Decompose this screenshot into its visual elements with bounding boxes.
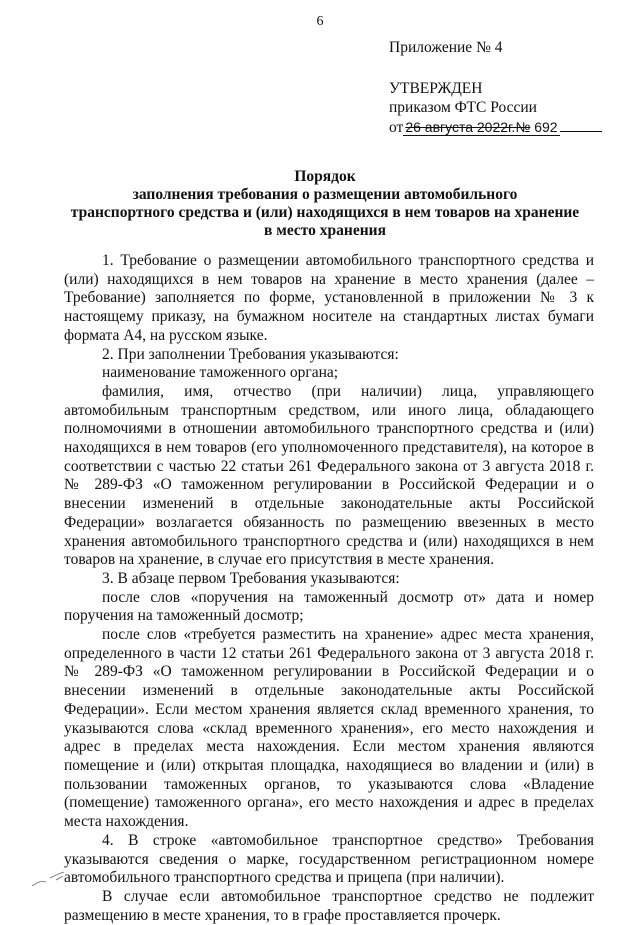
paragraph-4: фамилия, имя, отчество (при наличии) лица, управляющего автомобильным транспортным средством, или иного лица, обладающего полномочиями в отношении автомобильного транспортного средства и (или) находящихся в нем товаров (его уполномоченного представителя), на которое в соответствии с частью 22 статьи 261 Федерального закона от 3 августа 2018 г. № 289-ФЗ «О таможенном регулировании в Российской Федерации и о внесении изменений в отдельные законодательные акты Российской Федерации» возлагается обязанность по размещению ввезенных в место хранения автомобильного транспортного средства и (или) находящихся в нем товаров на хранение, в случае его присутствия в месте хранения.: [64, 382, 594, 569]
order-date-value: 26 августа 2022г.№: [405, 119, 531, 135]
appendix-label: Приложение № 4: [389, 39, 503, 56]
paragraph-6: после слов «поручения на таможенный досмотр от» дата и номер поручения на таможенный досмотр;: [64, 588, 594, 625]
title-line-4: в место хранения: [264, 222, 386, 239]
paragraph-7: после слов «требуется разместить на хранение» адрес места хранения, определенного в части 12 статьи 261 Федерального закона от 3 августа 2018 г. № 289-ФЗ «О таможенном регулировании в Российской Федерации и о внесении изменений в отдельные законодательные акты Российской Федерации». Если местом хранения является склад временного хранения, то указываются слова «склад временного хранения», его место нахождения и адрес в пределах места нахождения. Если местом хранения являются помещение и (или) открытая площадка, находящиеся во владении и (или) в пользовании таможенных органов, то указываются слова «Владение (помещение) таможенного органа», его место нахождения и адрес в пределах места нахождения.: [64, 626, 594, 831]
title-line-2: заполнения требования о размещении автомобильного: [132, 186, 518, 203]
title-line-3: транспортного средства и (или) находящихся в нем товаров на хранение: [70, 204, 580, 221]
paragraph-2: 2. При заполнении Требования указываются:: [102, 345, 399, 363]
paragraph-1: 1. Требование о размещении автомобильного транспортного средства и (или) находящихся в нем товаров на хранение в место хранения (далее – Требование) заполняется по форме, установленной в приложении № 3 к настоящему приказу, на бумажном носителе на стандартных листах бумаги формата А4, на русском языке.: [64, 252, 594, 344]
order-by-label: приказом ФТС России: [389, 99, 537, 116]
title-line-1: Порядок: [294, 168, 356, 185]
page-number: 6: [316, 14, 324, 29]
approved-label: УТВЕРЖДЕН: [389, 80, 483, 97]
order-date-number: [403, 120, 559, 136]
document-body: [64, 252, 594, 925]
paragraph-5: 3. В абзаце первом Требования указываются:: [102, 569, 400, 587]
paragraph-8: 4. В строке «автомобильное транспортное средство» Требования указываются сведения о марке, государственном регистрационном номере автомобильного транспортного средства и прицепа (при наличии).: [64, 831, 594, 887]
order-date-line: [389, 117, 602, 137]
order-number-underline: [560, 117, 602, 132]
margin-mark: [30, 868, 70, 890]
paragraph-3: наименование таможенного органа;: [102, 364, 339, 382]
paragraph-9: В случае если автомобильное транспортное средство не подлежит размещению в месте хранения, то в графе проставляется прочерк.: [64, 887, 594, 924]
date-prefix: от: [389, 119, 404, 136]
order-number-value: 692: [534, 119, 558, 135]
document-title: [60, 168, 590, 240]
approval-block: [389, 38, 602, 137]
